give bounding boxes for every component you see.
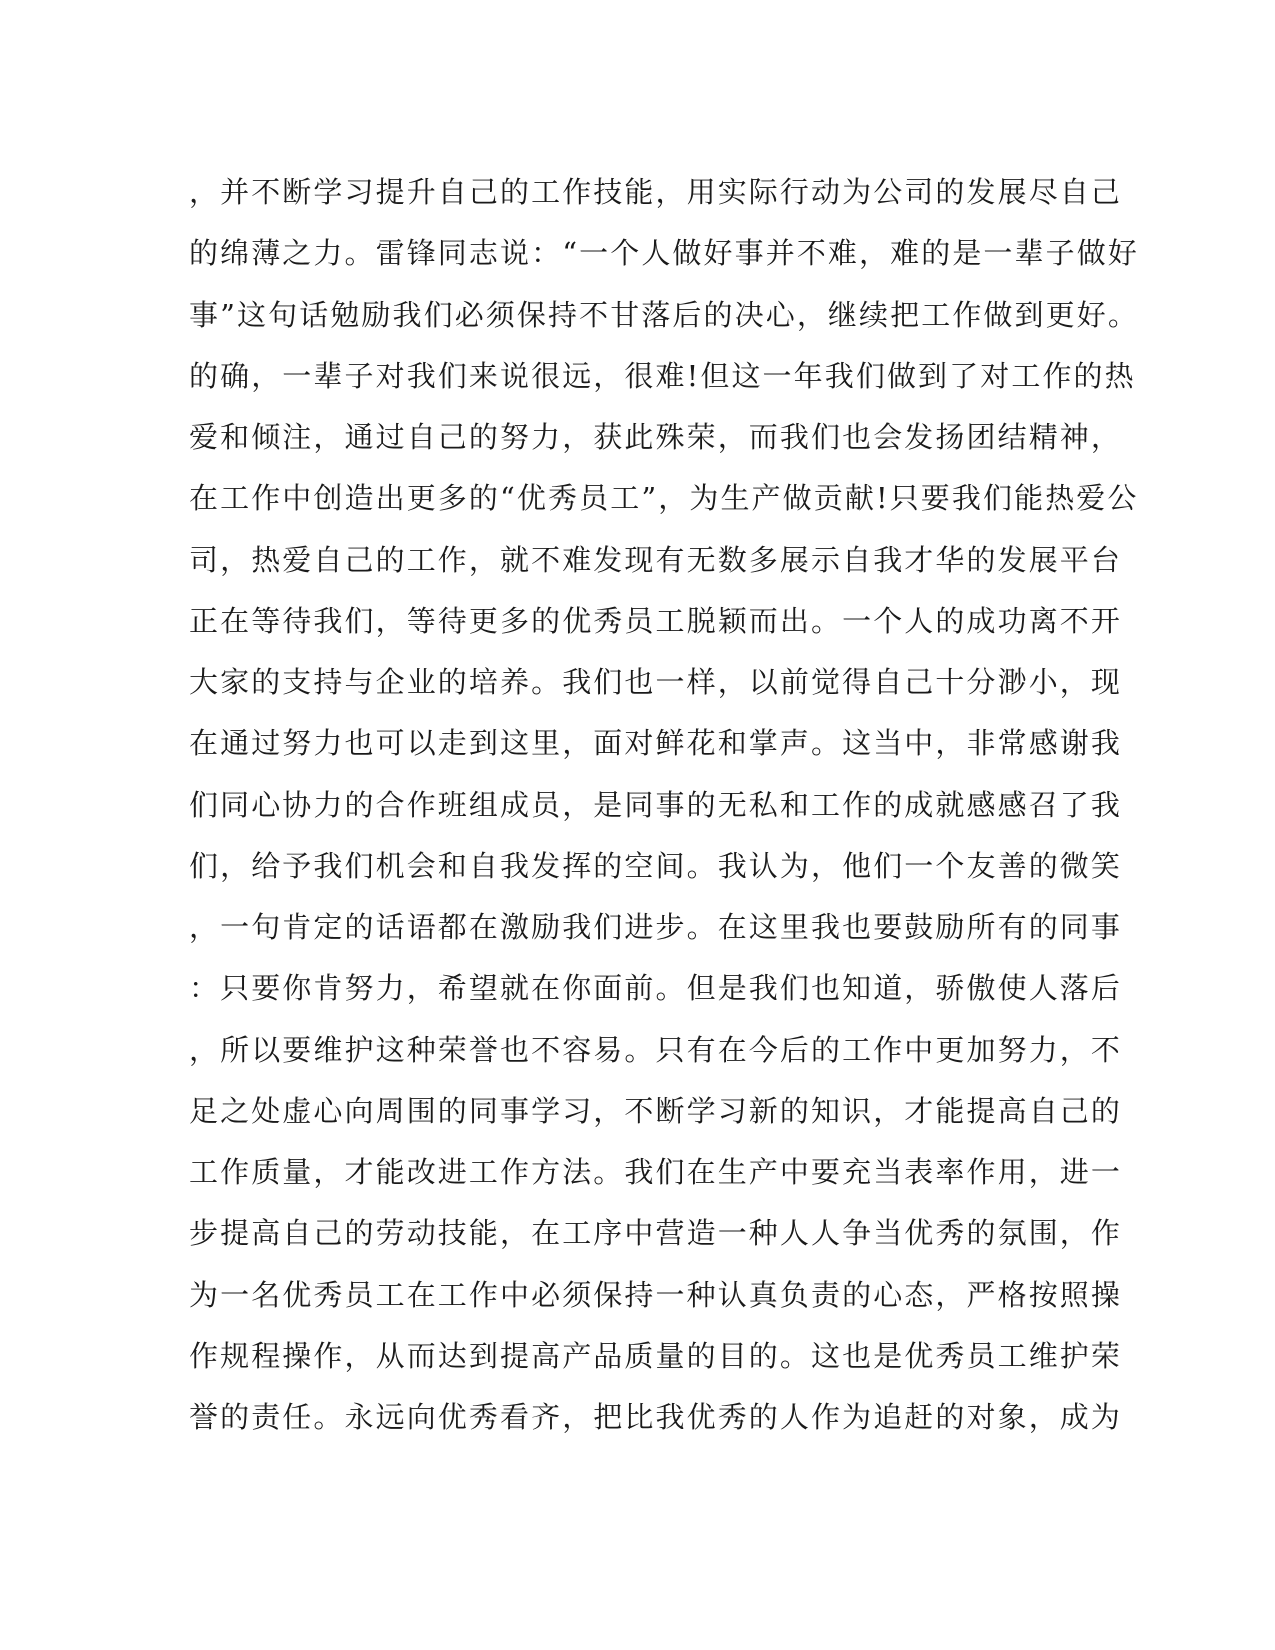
text-line: 大家的支持与企业的培养。我们也一样，以前觉得自己十分渺小，现	[189, 665, 1123, 699]
text-line: 为一名优秀员工在工作中必须保持一种认真负责的心态，严格按照操	[189, 1277, 1123, 1312]
text-line: 们，给予我们机会和自我发挥的空间。我认为，他们一个友善的微笑	[189, 848, 1123, 883]
text-line: 正在等待我们，等待更多的优秀员工脱颖而出。一个人的成功离不开	[189, 603, 1123, 638]
text-line: 誉的责任。永远向优秀看齐，把比我优秀的人作为追赶的对象，成为	[189, 1400, 1123, 1434]
text-line: 作规程操作，从而达到提高产品质量的目的。这也是优秀员工维护荣	[189, 1338, 1123, 1373]
text-line: 事”这句话勉励我们必须保持不甘落后的决心，继续把工作做到更好。	[189, 297, 1139, 332]
text-line: ，所以要维护这种荣誉也不容易。只有在今后的工作中更加努力，不	[189, 1032, 1123, 1067]
text-line: 的确，一辈子对我们来说很远，很难!但这一年我们做到了对工作的热	[189, 358, 1136, 393]
body-text	[189, 162, 1139, 1448]
text-line: 足之处虚心向周围的同事学习，不断学习新的知识，才能提高自己的	[189, 1093, 1123, 1128]
text-line: 们同心协力的合作班组成员，是同事的无私和工作的成就感感召了我	[189, 787, 1123, 822]
text-line: 爱和倾注，通过自己的努力，获此殊荣，而我们也会发扬团结精神，	[189, 420, 1123, 454]
text-line: ，一句肯定的话语都在激励我们进步。在这里我也要鼓励所有的同事	[189, 910, 1123, 944]
text-line: 司，热爱自己的工作，就不难发现有无数多展示自我才华的发展平台	[189, 542, 1123, 577]
text-line: 工作质量，才能改进工作方法。我们在生产中要充当表率作用，进一	[189, 1155, 1123, 1189]
text-line: 在工作中创造出更多的“优秀员工”，为生产做贡献!只要我们能热爱公	[189, 481, 1139, 516]
text-line: ，并不断学习提升自己的工作技能，用实际行动为公司的发展尽自己	[189, 175, 1123, 209]
text-line: 的绵薄之力。雷锋同志说：“一个人做好事并不难，难的是一辈子做好	[189, 236, 1139, 271]
text-line: 在通过努力也可以走到这里，面对鲜花和掌声。这当中，非常感谢我	[189, 726, 1123, 761]
text-line: ：只要你肯努力，希望就在你面前。但是我们也知道，骄傲使人落后	[189, 971, 1123, 1006]
text-line: 步提高自己的劳动技能，在工序中营造一种人人争当优秀的氛围，作	[189, 1216, 1123, 1251]
